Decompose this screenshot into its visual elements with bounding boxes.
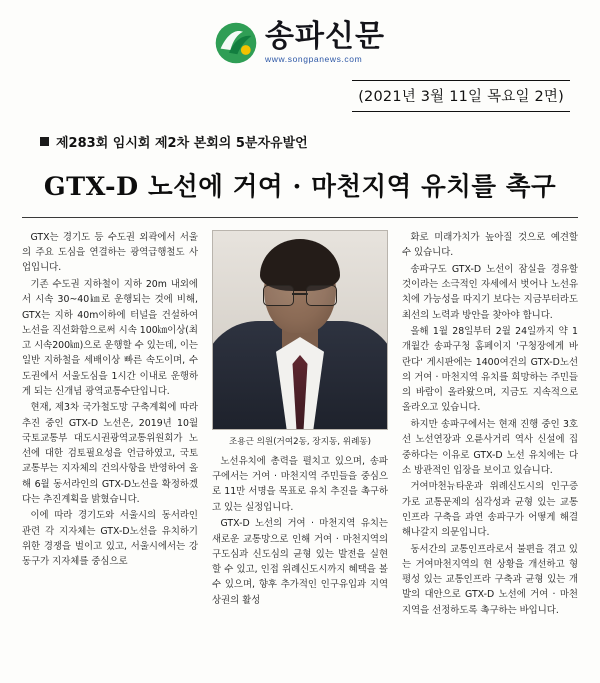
newspaper-title: 송파신문	[265, 19, 385, 55]
photo-glasses-left-lens	[263, 285, 294, 306]
kicker	[22, 132, 578, 151]
paragraph: 화로 미래가치가 높아질 것으로 예견할 수 있습니다.	[402, 232, 578, 259]
paragraph: 현재, 제3차 국가철도망 구축계획에 따라 추진 중인 GTX-D 노선은, 2019년 10월 국토교통부 대도시권광역교통위원회가 노선에 대한 검토필요성을 언급하였고, 국토교통부는 지자체의 건의사항을 반영하여 올해 6월 동서라인의 GTX-D노선을 확정하겠다는 추진계획을 밝혔습니다.	[22, 402, 198, 505]
council-member-photo	[212, 230, 388, 430]
photo-glasses-right-lens	[306, 285, 337, 306]
photo-caption: 조용근 의원(거여2동, 장지동, 위례동)	[228, 437, 372, 447]
paragraph: 기존 수도권 지하철이 지하 20m 내외에서 시속 30~40㎞로 운행되는 것에 비해, GTX는 지하 40m이하에 터널을 건설하여 노선을 직선화함으로써 시속 100㎞이상(최고 시속200㎞)으로 운행할 수 있는데, 이는 일반 지하철을 세배이상 빠른 속도이며, 수도권에서 서울도심을 1시간 이내로 운행하게 되는 신개념 광역교통수단입니다.	[22, 279, 198, 397]
paragraph: 노선유치에 총력을 펼치고 있으며, 송파구에서는 거여 · 마천지역 주민들을 중심으로 11만 서명을 목표로 유치 추진을 촉구하고 있는 실정입니다.	[212, 456, 388, 513]
paragraph: GTX-D 노선의 거여 · 마천지역 유치는 새로운 교통망으로 인해 거여 · 마천지역의 구도심과 신도심의 균형 있는 발전을 실현할 수 있고, 인접 위례신도시까지 혜택을 볼 수 있으며, 향후 추가적인 인구유입과 지역상권의 활성	[212, 518, 388, 606]
article-column-1	[22, 230, 198, 619]
bullet-square-icon	[40, 137, 49, 146]
paragraph: 이에 따라 경기도와 서울시의 동서라인 관련 각 지자체는 GTX-D노선을 유치하기 위한 경쟁을 벌이고 있고, 서울시에서는 강동구가 지자체를 중심으로	[22, 510, 198, 568]
masthead-text	[265, 19, 385, 65]
dateline-row	[22, 80, 578, 112]
paragraph: 동서간의 교통인프라로서 불편을 겪고 있는 거여마천지역의 현 상황을 개선하고 형평성 있는 교통인프라 구축과 균형 있는 개발의 대안으로 GTX-D 노선에 거여 · 마천지역을 선정하도록 촉구하는 바입니다.	[402, 543, 578, 616]
issue-dateline: (2021년 3월 11일 목요일 2면)	[352, 80, 570, 112]
article-photo-block	[212, 230, 388, 447]
article-column-3	[402, 230, 578, 619]
paragraph: GTX는 경기도 등 수도권 외곽에서 서울의 주요 도심을 연결하는 광역급행철도 사업입니다.	[22, 232, 198, 274]
photo-glasses	[263, 285, 337, 305]
article-body	[22, 230, 578, 619]
paragraph: 올해 1월 28일부터 2월 24일까지 약 1개월간 송파구청 홈페이지 '구청장에게 바란다' 게시판에는 1400여건의 GTX-D노선의 거여 · 마천지역 유치를 희망하는 주민들의 바람이 올라왔으며, 지금도 지속적으로 올라오고 있습니다.	[402, 326, 578, 414]
paragraph: 송파구도 GTX-D 노선이 잠실을 경유할 것이라는 소극적인 자세에서 벗어나 노선유치에 가능성을 따지기 보다는 지금부터라도 최선의 노력과 방안을 찾아야 합니다.	[402, 263, 578, 321]
kicker-label: 제283회 임시회 제2차 본회의 5분자유발언	[56, 136, 308, 151]
songpa-news-logo-icon	[215, 22, 257, 64]
headline-divider	[22, 217, 578, 218]
article-column-2	[212, 230, 388, 619]
newspaper-url: www.songpanews.com	[265, 54, 363, 65]
paragraph: 거여마천뉴타운과 위례신도시의 인구증가로 교통문제의 심각성과 균형 있는 교통인프라 구축을 과연 송파구가 어떻게 해결해나갈지 의문입니다.	[402, 481, 578, 539]
paragraph: 하지만 송파구에서는 현재 진행 중인 3호선 노선연장과 오륜사거리 역사 신설에 집중하다는 이유로 GTX-D 노선 유치에는 다소 방관적인 입장을 보이고 있습니다.	[402, 419, 578, 476]
page-title: GTX-D 노선에 거여 · 마천지역 유치를 촉구	[43, 172, 557, 202]
masthead	[22, 0, 578, 64]
